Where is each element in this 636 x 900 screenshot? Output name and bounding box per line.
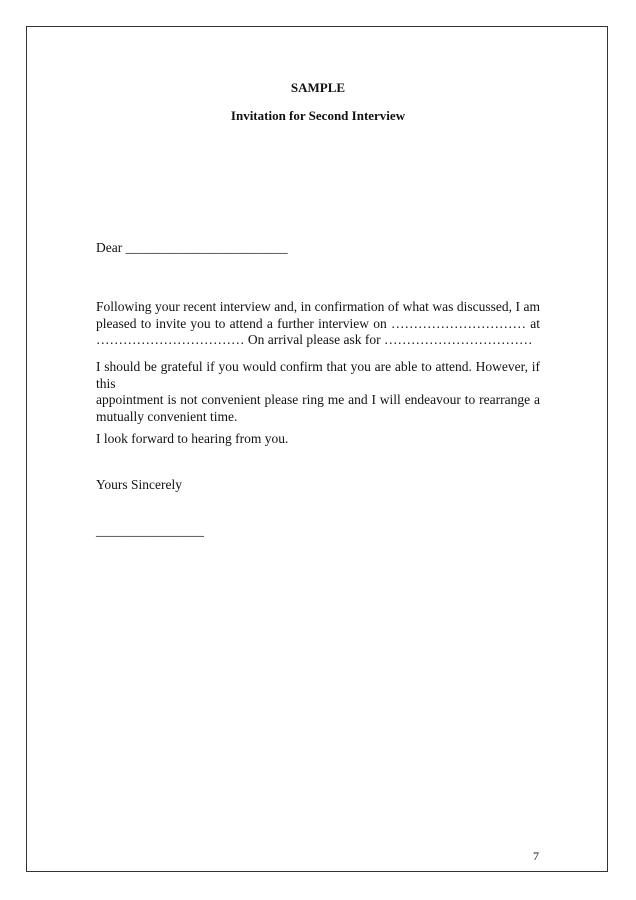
paragraph-line: pleased to invite you to attend a further interview on ………………………… at [96, 315, 540, 331]
document-heading: SAMPLE [290, 80, 346, 95]
salutation: Dear ________________________ [96, 240, 288, 255]
document-subheading: Invitation for Second Interview [230, 108, 406, 123]
paragraph-look-forward: I look forward to hearing from you. [96, 431, 289, 446]
closing: Yours Sincerely [96, 477, 183, 492]
paragraph-invitation [96, 299, 540, 349]
paragraph-line: I should be grateful if you would confirm that you are able to attend. However, if this [96, 359, 540, 391]
paragraph-confirmation [96, 359, 540, 425]
paragraph-line: appointment is not convenient please ring me and I will endeavour to rearrange a [96, 392, 540, 407]
signature-line: ________________ [96, 523, 204, 538]
paragraph-line: …………………………… On arrival please ask for …………………………… [96, 332, 533, 347]
paragraph-line: Following your recent interview and, in confirmation of what was discussed, I am [96, 299, 540, 314]
page-border [26, 26, 608, 872]
paragraph-line: mutually convenient time. [96, 408, 238, 424]
page-number: 7 [533, 849, 539, 863]
